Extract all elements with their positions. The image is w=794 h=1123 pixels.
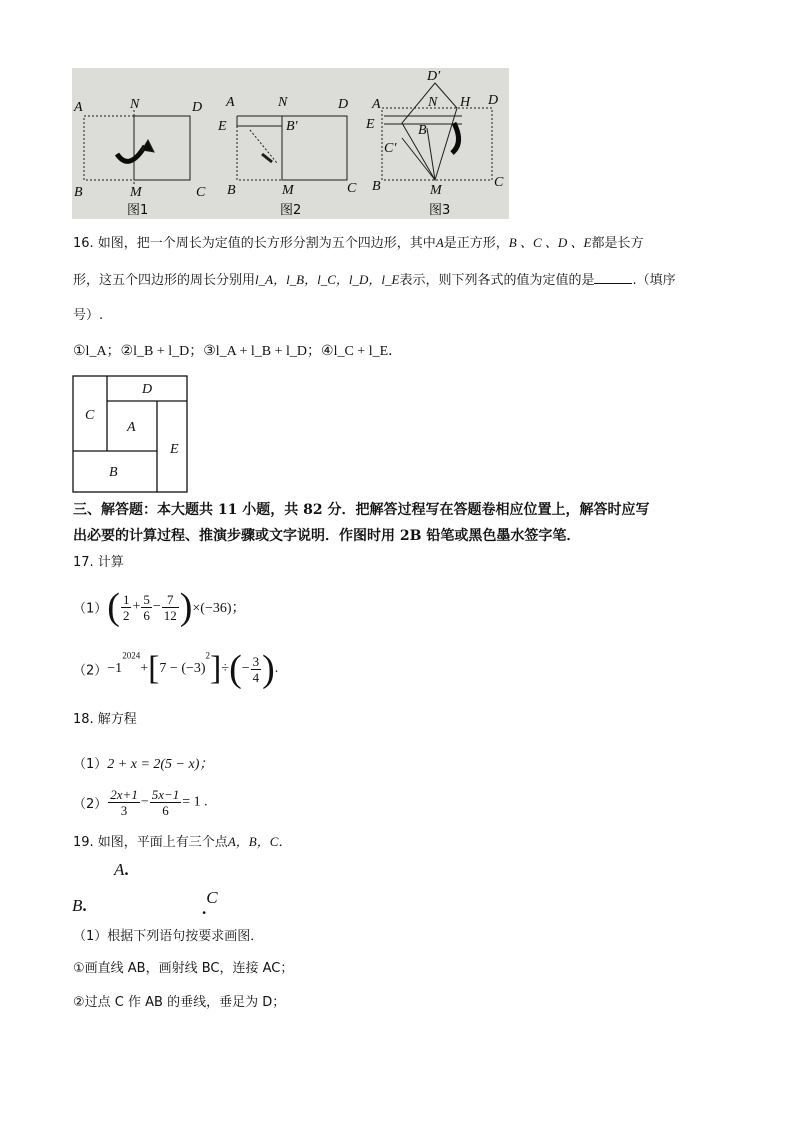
fig3-label-B: B — [418, 123, 427, 138]
q19-step1: ①画直线 AB，画射线 BC，连接 AC； — [73, 961, 294, 976]
q16-perimeter-vars: l_A，l_B，l_C，l_D，l_E — [255, 272, 400, 287]
fig1-label-N: N — [130, 97, 140, 112]
q16-options: ①l_A；②l_B + l_D；③l_A + l_B + l_D；④l_C + l_E． — [73, 344, 403, 359]
q16-line3: 号）. — [73, 308, 104, 323]
q19-title: 19. 如图，平面上有三个点A，B，C． — [73, 834, 292, 850]
region-A: A — [127, 420, 136, 435]
fig2-label-N: N — [278, 95, 288, 110]
fig1-label-C: C — [196, 185, 206, 200]
q19-sub1: （1）根据下列语句按要求画图． — [73, 929, 264, 944]
answer-blank — [594, 271, 632, 284]
point-A: A. — [114, 860, 129, 879]
point-C: .C — [202, 888, 218, 918]
fig3-label-D: D — [488, 93, 499, 108]
fig1-caption: 图1 — [127, 203, 149, 218]
q18-part2: （2） $\frac{2x+1}{3}$ − $\frac{5x-1}{6}$ = 1 . — [73, 787, 208, 818]
fig1-label-B: B — [74, 185, 83, 200]
region-C: C — [85, 408, 95, 423]
region-E: E — [170, 442, 179, 457]
fig3-label-M: M — [430, 183, 442, 198]
fig2-label-M: M — [282, 183, 294, 198]
fig3-label-Cprime: C′ — [384, 141, 397, 156]
fig3-label-Dprime: D′ — [427, 69, 441, 84]
q16-rectangle-diagram — [72, 375, 190, 495]
folding-figures-photo — [72, 68, 509, 219]
section3-heading-line1: 三、解答题：本大题共 11 小题，共 82 分．把解答过程写在答题卷相应位置上，解答时应写 — [73, 502, 650, 518]
q17-part1: （1）( $\frac{1}{2}$ + $\frac{5}{6}$ − $\frac{7}{12}$ )×(−36)； — [73, 586, 246, 628]
fig3-label-N: N — [428, 95, 438, 110]
figure-1 — [84, 110, 190, 186]
fig2-label-A: A — [226, 95, 235, 110]
q17-title: 17. 计算 — [73, 555, 124, 570]
fig2-label-B: B — [227, 183, 236, 198]
q16-line1: 16. 如图，把一个周长为定值的长方形分割为五个四边形，其中A是正方形，B 、C 、D 、E都是长方 — [73, 235, 644, 251]
region-D: D — [142, 382, 153, 397]
fig1-label-M: M — [130, 185, 142, 200]
fig2-caption: 图2 — [280, 203, 302, 218]
region-B: B — [109, 465, 118, 480]
q17-part2: $(2)-1^{2024}+[7 - (-3)^2]\div(-$ $\frac{3}{4}$ ). — [73, 648, 279, 690]
fig2-label-Bprime: B′ — [286, 119, 298, 134]
fig1-label-D: D — [192, 100, 203, 115]
q18-title: 18. 解方程 — [73, 712, 137, 727]
folding-diagram — [72, 68, 509, 219]
fig3-label-E: E — [366, 117, 375, 132]
fig2-label-E: E — [218, 119, 227, 134]
q16-line2: 形，这五个四边形的周长分别用l_A，l_B，l_C，l_D，l_E表示，则下列各式的值为定值的是 .（填序 — [73, 272, 676, 288]
fig3-label-A: A — [372, 97, 381, 112]
section3-heading-line2: 出必要的计算过程、推演步骤或文字说明．作图时用 2B 铅笔或黑色墨水签字笔． — [73, 528, 581, 544]
fig2-label-D: D — [338, 97, 349, 112]
fig3-label-B2: B — [372, 179, 381, 194]
fig1-label-A: A — [74, 100, 83, 115]
fig2-label-C: C — [347, 181, 357, 196]
q18-part1: （1）2 + x = 2(5 − x)； — [73, 757, 214, 772]
fig3-label-H: H — [460, 95, 471, 110]
q19-step2: ②过点 C 作 AB 的垂线，垂足为 D； — [73, 995, 286, 1010]
fig3-label-C: C — [494, 175, 504, 190]
fig3-caption: 图3 — [429, 203, 451, 218]
point-B: B. — [72, 896, 87, 915]
